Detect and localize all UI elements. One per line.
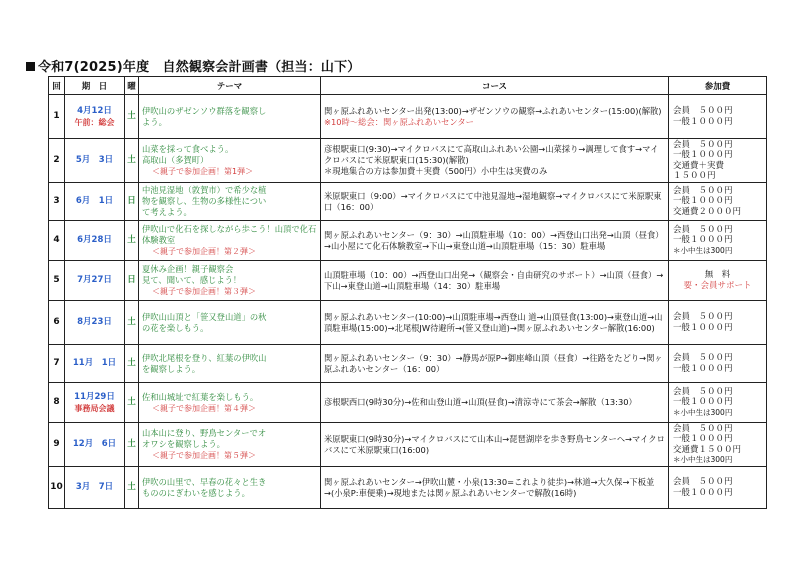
header-date: 期 日 bbox=[65, 77, 125, 95]
fee-cell bbox=[669, 301, 767, 345]
course-text: 彦根駅西口(9時30分)→佐和山登山道→山頂(昼食)→清涼寺にて茶会→解散（13:30） bbox=[324, 397, 637, 407]
row-number: 4 bbox=[49, 221, 65, 261]
row-number: 6 bbox=[49, 301, 65, 345]
theme-line: 佐和山城址で紅葉を楽しもう。 bbox=[142, 391, 259, 402]
event-date bbox=[65, 183, 125, 221]
page-title-text: 令和7(2025)年度 自然観察会計画書（担当：山下） bbox=[38, 60, 361, 75]
square-bullet-icon bbox=[26, 62, 35, 71]
fee-line: 交通費１５００円 bbox=[673, 444, 742, 455]
event-date-note: 事務局会議 bbox=[74, 403, 115, 413]
day-of-week: 土 bbox=[125, 383, 139, 423]
theme-cell bbox=[139, 261, 321, 301]
event-date-text: 4月12日 bbox=[77, 105, 112, 116]
theme-cell bbox=[139, 139, 321, 183]
course-text: 彦根駅東口(9:30)→マイクロバスにて高取山ふれあい公園→山菜採り→調理して食す→マイクロバスにて米原駅東口(15:30)(解散) ＊現地集合の方は参加費＋実費（500円）小中生は実費のみ bbox=[324, 144, 659, 176]
day-of-week: 土 bbox=[125, 467, 139, 509]
fee-line: ＊小中生は300円 bbox=[673, 455, 733, 464]
fee-line: 会員 ５００円 bbox=[673, 106, 733, 116]
theme-cell bbox=[139, 345, 321, 383]
fee-cell bbox=[669, 261, 767, 301]
course-cell bbox=[321, 345, 669, 383]
course-cell bbox=[321, 423, 669, 467]
theme-cell bbox=[139, 383, 321, 423]
theme-line: の花を楽しもう。 bbox=[142, 322, 209, 333]
event-date-text: 11月 1日 bbox=[72, 358, 117, 368]
day-of-week: 土 bbox=[125, 345, 139, 383]
theme-line: よう。 bbox=[142, 116, 167, 127]
course-cell bbox=[321, 301, 669, 345]
event-date bbox=[65, 301, 125, 345]
day-of-week: 土 bbox=[125, 423, 139, 467]
event-date bbox=[65, 467, 125, 509]
theme-line: 伊吹山山頂と「笹又登山道」の秋 bbox=[142, 311, 267, 322]
table-row bbox=[49, 183, 767, 221]
row-number: 5 bbox=[49, 261, 65, 301]
fee-cell bbox=[669, 183, 767, 221]
theme-line: 高取山（多賀町） bbox=[142, 155, 209, 165]
event-date bbox=[65, 423, 125, 467]
row-number: 1 bbox=[49, 95, 65, 139]
fee-line: 交通費＋実費 bbox=[673, 160, 725, 171]
day-of-week: 土 bbox=[125, 95, 139, 139]
theme-subtitle: ＜親子で参加企画！第1弾＞ bbox=[152, 167, 254, 176]
theme-line: 伊吹山で化石を探しながら歩こう！山頂で化石体験教室 bbox=[142, 224, 317, 245]
event-date-text: 6月 1日 bbox=[75, 196, 114, 206]
course-text: 関ヶ原ふれあいセンター(10:00)→山頂駐車場→西登山 道→山頂昼食(13:00)→東登山道→山頂駐車場(15:00)→北尾根JW待避所→(笹又登山道)→関ヶ原ふれあいセンター解散(16:00) bbox=[324, 311, 663, 333]
table-body bbox=[49, 95, 767, 509]
fee-line: 交通費２０００円 bbox=[673, 206, 742, 217]
fee-line: 一般１０００円 bbox=[673, 235, 733, 246]
theme-line: 夏休み企画！親子観察会 bbox=[142, 264, 234, 274]
row-number: 7 bbox=[49, 345, 65, 383]
header-dow: 曜 bbox=[125, 77, 139, 95]
theme-subtitle: ＜親子で参加企画！第３弾＞ bbox=[152, 287, 256, 296]
fee-cell bbox=[669, 467, 767, 509]
schedule-table bbox=[48, 76, 767, 509]
event-date-text: 12月 6日 bbox=[72, 439, 117, 449]
theme-line: 伊吹山のザゼンソウ群落を観察し bbox=[142, 105, 267, 116]
theme-cell bbox=[139, 467, 321, 509]
fee-line: 会員 ５００円 bbox=[673, 139, 733, 150]
fee-line: 会員 ５００円 bbox=[673, 353, 733, 363]
table-row bbox=[49, 467, 767, 509]
fee-line: 一般１０００円 bbox=[673, 434, 733, 444]
theme-line: を観察しよう。 bbox=[142, 363, 201, 374]
header-theme: テーマ bbox=[139, 77, 321, 95]
theme-line: 山本山に登り、野鳥センターでオ bbox=[142, 428, 267, 438]
fee-line: ＊小中生は300円 bbox=[673, 407, 733, 417]
fee-line: 一般１０００円 bbox=[673, 322, 733, 333]
table-row bbox=[49, 301, 767, 345]
fee-cell bbox=[669, 423, 767, 467]
fee-line: 会員 ５００円 bbox=[673, 477, 733, 487]
theme-line: もののにぎわいを感じよう。 bbox=[142, 487, 250, 498]
fee-cell bbox=[669, 139, 767, 183]
row-number: 3 bbox=[49, 183, 65, 221]
theme-cell bbox=[139, 183, 321, 221]
event-date-text: 7月27日 bbox=[77, 275, 112, 285]
event-date bbox=[65, 95, 125, 139]
day-of-week: 土 bbox=[125, 139, 139, 183]
fee-line: 無 料 bbox=[704, 270, 731, 280]
theme-cell bbox=[139, 301, 321, 345]
header-course: コース bbox=[321, 77, 669, 95]
event-date bbox=[65, 221, 125, 261]
course-cell bbox=[321, 383, 669, 423]
fee-line: 一般１０００円 bbox=[673, 397, 733, 408]
fee-cell bbox=[669, 95, 767, 139]
theme-subtitle: ＜親子で参加企画！第５弾＞ bbox=[152, 451, 256, 460]
page-title bbox=[26, 56, 361, 75]
course-cell bbox=[321, 183, 669, 221]
theme-line: 山菜を採って食べよう。 bbox=[142, 144, 234, 154]
theme-line: 中池見湿地（敦賀市）で希少な植 bbox=[142, 185, 267, 195]
header-no: 回 bbox=[49, 77, 65, 95]
fee-cell bbox=[669, 345, 767, 383]
table-row bbox=[49, 261, 767, 301]
day-of-week: 日 bbox=[125, 261, 139, 301]
event-date bbox=[65, 139, 125, 183]
fee-line: 会員 ５００円 bbox=[673, 185, 733, 196]
event-date-note: 午前：総会 bbox=[74, 117, 115, 127]
course-note: ※10時～総会：関ヶ原ふれあいセンター bbox=[324, 116, 474, 127]
fee-line: 一般１０００円 bbox=[673, 363, 733, 374]
fee-cell bbox=[669, 221, 767, 261]
table-row bbox=[49, 383, 767, 423]
fee-line: 一般１０００円 bbox=[673, 150, 733, 160]
event-date-text: 5月 3日 bbox=[75, 155, 114, 165]
fee-line: 要・会員サポート bbox=[683, 280, 752, 291]
day-of-week: 土 bbox=[125, 221, 139, 261]
course-cell bbox=[321, 261, 669, 301]
course-cell bbox=[321, 139, 669, 183]
theme-cell bbox=[139, 423, 321, 467]
fee-line: 一般１０００円 bbox=[673, 196, 733, 207]
course-text: 関ヶ原ふれあいセンター→伊吹山麓・小泉(13:30=これより徒歩)→林道→大久保→下板並→(小泉P:車便乗)→現地または関ヶ原ふれあいセンターで解散(16時) bbox=[324, 476, 655, 498]
day-of-week: 日 bbox=[125, 183, 139, 221]
row-number: 10 bbox=[49, 467, 65, 509]
row-number: 8 bbox=[49, 383, 65, 423]
course-cell bbox=[321, 467, 669, 509]
theme-subtitle: ＜親子で参加企画！第４弾＞ bbox=[152, 403, 256, 413]
theme-line: 物を観察し、生物の多様性につい bbox=[142, 196, 267, 206]
event-date-text: 6月28日 bbox=[77, 235, 112, 245]
fee-line: 一般１０００円 bbox=[673, 487, 733, 498]
course-cell bbox=[321, 221, 669, 261]
day-of-week: 土 bbox=[125, 301, 139, 345]
table-row bbox=[49, 345, 767, 383]
table-row bbox=[49, 423, 767, 467]
fee-line: 会員 ５００円 bbox=[673, 312, 733, 322]
table-row bbox=[49, 139, 767, 183]
course-text: 関ヶ原ふれあいセンター（9：30）→山頂駐車場（10：00）→西登山口出発→山頂（昼食）→山小屋にて化石体験教室→下山→東登山道→山頂駐車場（15：30）駐車場 bbox=[324, 229, 664, 251]
fee-line: 会員 ５００円 bbox=[673, 386, 733, 397]
theme-line: 伊吹北尾根を登り、紅葉の伊吹山 bbox=[142, 352, 267, 363]
course-text: 関ヶ原ふれあいセンター出発(13:00)→ザゼンソウの観察→ふれあいセンター(15:00)(解散) bbox=[324, 105, 662, 116]
course-text: 米原駅東口(9時30分)→マイクロバスにて山本山→琵琶湖岸を歩き野鳥センターへ→マイクロバスにて米原駅東口(16:00) bbox=[324, 433, 665, 455]
fee-line: 一般１０００円 bbox=[673, 116, 733, 127]
theme-cell bbox=[139, 221, 321, 261]
theme-line: て考えよう。 bbox=[142, 207, 192, 217]
row-number: 9 bbox=[49, 423, 65, 467]
event-date-text: 3月 7日 bbox=[75, 482, 114, 492]
header-fee: 参加費 bbox=[669, 77, 767, 95]
event-date-text: 11月29日 bbox=[74, 391, 115, 402]
theme-line: 見て、聞いて、感じよう！ bbox=[142, 275, 242, 285]
fee-line: ＊小中生は300円 bbox=[673, 245, 733, 255]
event-date-text: 8月23日 bbox=[77, 317, 112, 327]
course-cell bbox=[321, 95, 669, 139]
course-text: 山頂駐車場（10：00）→西登山口出発→（観察会・自由研究のサポート）→山頂（昼食）→下山→東登山道→山頂駐車場（14：30）駐車場 bbox=[324, 269, 664, 291]
theme-line: オワシを観察しよう。 bbox=[142, 439, 225, 449]
event-date bbox=[65, 261, 125, 301]
course-text: 米原駅東口（9:00）→マイクロバスにて中池見湿地→湿地観察→マイクロバスにて米原駅東口（16：00） bbox=[324, 190, 662, 212]
fee-line: 会員 ５００円 bbox=[673, 224, 733, 235]
table-header-row bbox=[49, 77, 767, 95]
event-date bbox=[65, 383, 125, 423]
table-row bbox=[49, 221, 767, 261]
fee-line: １５００円 bbox=[673, 171, 716, 181]
row-number: 2 bbox=[49, 139, 65, 183]
course-text: 関ヶ原ふれあいセンター（9：30）→静馬が原P→御座峰山頂（昼食）→往路をたどり→関ヶ原ふれあいセンター（16：00） bbox=[324, 352, 663, 374]
fee-line: 会員 ５００円 bbox=[673, 423, 733, 434]
fee-cell bbox=[669, 383, 767, 423]
event-date bbox=[65, 345, 125, 383]
table-row bbox=[49, 95, 767, 139]
theme-cell bbox=[139, 95, 321, 139]
theme-subtitle: ＜親子で参加企画！第２弾＞ bbox=[152, 247, 256, 256]
theme-line: 伊吹の山里で、早春の花々と生き bbox=[142, 476, 267, 487]
